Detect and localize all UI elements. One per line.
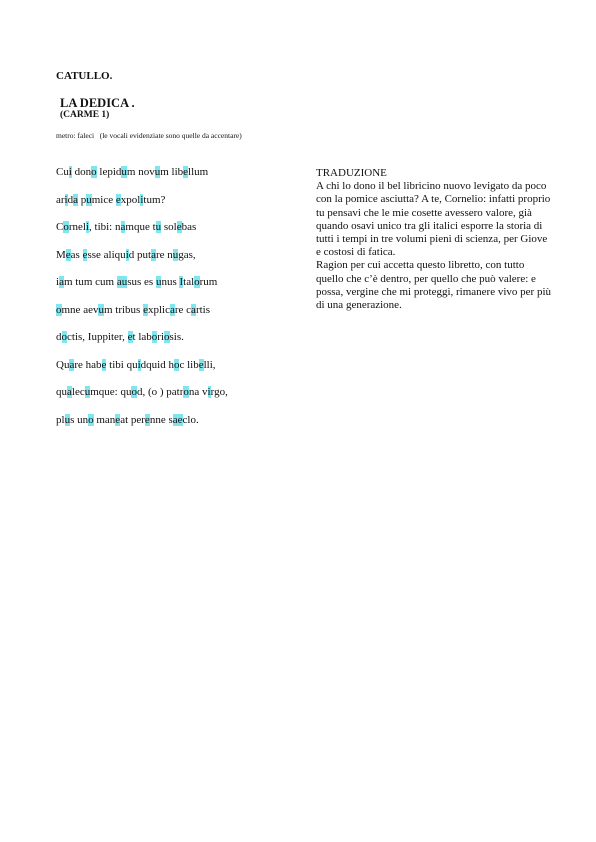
stressed-vowel: e [143, 303, 148, 316]
stressed-vowel: a [67, 386, 72, 398]
stressed-vowel: a [151, 248, 156, 261]
stressed-vowel: I [179, 276, 184, 288]
meter-note: metro: faleci (le vocali evidenziate sono quelle da accentare) [56, 131, 242, 140]
stressed-vowel: o [56, 303, 62, 316]
stressed-vowel: i [85, 221, 90, 233]
stressed-vowel: e [115, 413, 121, 426]
stressed-vowel: i [207, 386, 211, 398]
stressed-vowel: e [101, 358, 107, 371]
stressed-vowel: e [176, 221, 182, 233]
stressed-vowel: e [82, 248, 88, 261]
poem-subtitle: (CARME 1) [60, 110, 110, 120]
stressed-vowel: o [61, 331, 67, 343]
stressed-vowel: o [164, 331, 170, 343]
verse-line: Quare habe tibi quidquid hoc libelli, [56, 358, 216, 371]
stressed-vowel: a [59, 276, 64, 288]
stressed-vowel: u [154, 166, 161, 178]
verse-line: iam tum cum ausus es unus Italorum [56, 276, 218, 288]
stressed-vowel: o [88, 413, 94, 426]
verse-line: Meas esse aliquid putare nugas, [56, 248, 196, 261]
stressed-vowel: e [198, 358, 204, 371]
stressed-vowel: i [125, 248, 129, 261]
translation-paragraph-2: Ragion per cui accetta questo libretto, con tutto quello che c’è dentro, per quello che può valere: e possa, vergine che mi proteggi, rimanere vivo per più di una generazione. [316, 259, 552, 312]
translation-heading: TRADUZIONE [316, 167, 387, 179]
stressed-vowel: i [137, 358, 141, 371]
stressed-vowel: a [120, 221, 126, 233]
stressed-vowel: o [173, 358, 180, 371]
stressed-vowel: e [144, 413, 150, 426]
stressed-vowel: au [116, 276, 128, 288]
stressed-vowel: e [115, 193, 121, 206]
author-name: CATULLO. [56, 70, 113, 82]
stressed-vowel: a [69, 358, 75, 371]
stressed-vowel: e [183, 166, 189, 178]
stressed-vowel: u [84, 386, 91, 398]
stressed-vowel: o [131, 386, 137, 398]
stressed-vowel: o [63, 221, 69, 233]
verse-line: omne aevum tribus explicare cartis [56, 303, 210, 316]
verse-line: Corneli, tibi: namque tu solebas [56, 221, 197, 233]
poem-title: LA DEDICA . [60, 96, 135, 110]
stressed-vowel: i [140, 193, 144, 206]
stressed-vowel: o [151, 331, 158, 343]
stressed-vowel: u [121, 166, 127, 178]
stressed-vowel: a [191, 303, 196, 316]
verse-line: doctis, Iuppiter, et laboriosis. [56, 331, 184, 343]
verse-line: qualecumque: quod, (o ) patrona virgo, [56, 386, 228, 398]
stressed-vowel: o [91, 166, 97, 178]
stressed-vowel: i [64, 193, 68, 206]
translation-paragraph-1: A chi lo dono il bel libricino nuovo levigato da poco con la pomice asciutta? A te, Cornelio: infatti proprio tu pensavi che le mie cosette avessero valore, già quando osavi unico tra gli italici esporre la storia di tutti i tempi in tre volumi pieni di scienza, per Giove e costosi di fatica. [316, 180, 551, 259]
stressed-vowel: u [172, 248, 179, 261]
stressed-vowel: u [86, 193, 92, 206]
stressed-vowel: e [127, 331, 133, 343]
stressed-vowel: u [155, 276, 162, 288]
stressed-vowel: a [169, 303, 175, 316]
verse-line: plus uno maneat perenne saeclo. [56, 413, 199, 426]
stressed-vowel: o [183, 386, 189, 398]
stressed-vowel: a [73, 193, 78, 206]
stressed-vowel: u [64, 413, 71, 426]
stressed-vowel: i [68, 166, 72, 178]
translation-block [316, 167, 552, 312]
stressed-vowel: e [65, 248, 71, 261]
stressed-vowel: u [98, 303, 104, 316]
latin-poem [56, 166, 306, 441]
verse-line: Cui dono lepidum novum libellum [56, 166, 209, 178]
stressed-vowel: ae [172, 413, 183, 426]
stressed-vowel: u [155, 221, 162, 233]
verse-line: arida pumice expolitum? [56, 193, 166, 206]
stressed-vowel: o [194, 276, 200, 288]
